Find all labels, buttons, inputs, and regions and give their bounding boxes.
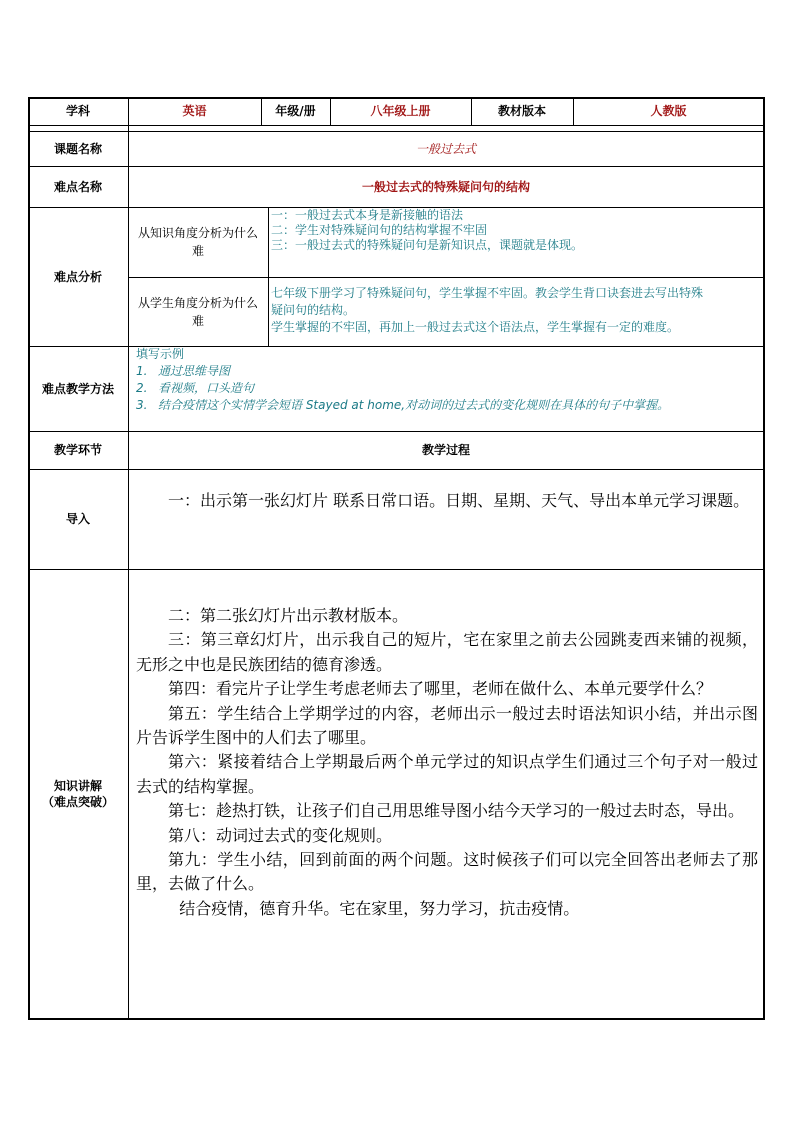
method-label: 难点教学方法 — [41, 381, 114, 396]
knowledge-paragraph: 第五：学生结合上学期学过的内容，老师出示一般过去时语法知识小结，并出示图片告诉学生图中的人们去了哪里。 — [136, 703, 758, 748]
row-divider — [28, 569, 764, 570]
knowledge-paragraph: 结合疫情，德育升华。宅在家里，努力学习，抗击疫情。 — [179, 898, 580, 918]
intro-label: 导入 — [65, 512, 90, 526]
knowledge-paragraph: 第七：趁热打铁，让孩子们自己用思维导图小结今天学习的一般过去时态，导出。 — [168, 801, 745, 821]
knowledge-paragraph: 第八：动词过去式的变化规则。 — [168, 825, 393, 845]
knowledge-paragraph: 第九：学生小结，回到前面的两个问题。这时候孩子们可以完全回答出老师去了那里，去做了什么。 — [136, 850, 758, 894]
student-line: 七年级下册学习了特殊疑问句，学生掌握不牢固。教会学生背口诀套进去写出特殊 — [271, 286, 704, 300]
knowledge-paragraph: 第六：紧接着结合上学期最后两个单元学过的知识点学生们通过三个句子对一般过去式的结构掌握。 — [136, 752, 758, 796]
analysis-label: 难点分析 — [53, 269, 102, 284]
row-divider — [28, 469, 764, 470]
knowledge-text — [136, 604, 758, 921]
student-line: 学生掌握的不牢固，再加上一般过去式这个语法点，学生掌握有一定的难度。 — [271, 320, 680, 334]
subject-value: 英语 — [182, 104, 207, 118]
knowledge-sub-label: （难点突破） — [41, 794, 114, 809]
method-item: 3. 结合疫情这个实情学会短语 Stayed at home,对动词的过去式的变化规则在具体的句子中掌握。 — [136, 398, 670, 412]
knowledge-angle-text — [271, 208, 761, 253]
knowledge-paragraph: 二：第二张幻灯片出示教材版本。 — [168, 606, 409, 625]
table-border-bottom — [28, 1018, 764, 1020]
table-border-right — [763, 97, 765, 1020]
stage-label: 教学环节 — [53, 443, 102, 457]
grade-value: 八年级上册 — [370, 104, 431, 118]
analysis-column-divider — [268, 207, 269, 346]
knowledge-label-cell — [28, 569, 128, 1018]
student-angle-label: 从学生角度分析为什么难 — [138, 295, 259, 328]
process-label: 教学过程 — [421, 443, 470, 457]
method-heading: 填写示例 — [136, 347, 185, 361]
knowledge-paragraph: 三：第三章幻灯片，出示我自己的短片，宅在家里之前去公园跳麦西来铺的视频，无形之中也是民族团结的德育渗透。 — [136, 630, 758, 674]
knowledge-paragraph: 第四：看完片子让学生考虑老师去了哪里，老师在做什么、本单元要学什么？ — [168, 679, 713, 699]
difficulty-value: 一般过去式的特殊疑问句的结构 — [361, 180, 530, 194]
knowledge-label: 知识讲解 — [53, 778, 102, 793]
intro-text: 一：出示第一张幻灯片 联系日常口语。日期、星期、天气、导出本单元学习课题。 — [168, 491, 750, 510]
method-item: 2. 看视频，口头造句 — [136, 381, 255, 395]
row-divider — [28, 125, 764, 126]
lesson-plan-table — [28, 97, 764, 1020]
edition-value: 人教版 — [650, 104, 687, 118]
knowledge-line: 一：一般过去式本身是新接触的语法 — [271, 208, 464, 222]
knowledge-line: 二：学生对特殊疑问句的结构掌握不牢固 — [271, 223, 488, 237]
difficulty-label: 难点名称 — [53, 179, 102, 194]
method-item: 1. 通过思维导图 — [136, 364, 231, 378]
label-column-divider — [128, 97, 129, 1020]
topic-value: 一般过去式 — [415, 142, 476, 156]
student-line: 疑问句的结构。 — [271, 303, 356, 317]
topic-label: 课题名称 — [53, 141, 102, 156]
edition-label: 教材版本 — [497, 104, 546, 118]
knowledge-line: 三：一般过去式的特殊疑问句是新知识点，课题就是体现。 — [271, 238, 584, 252]
method-list — [136, 346, 762, 414]
subject-label: 学科 — [65, 104, 90, 118]
student-angle-text — [271, 285, 761, 336]
knowledge-angle-label: 从知识角度分析为什么难 — [138, 226, 259, 258]
grade-label: 年级/册 — [275, 104, 316, 118]
